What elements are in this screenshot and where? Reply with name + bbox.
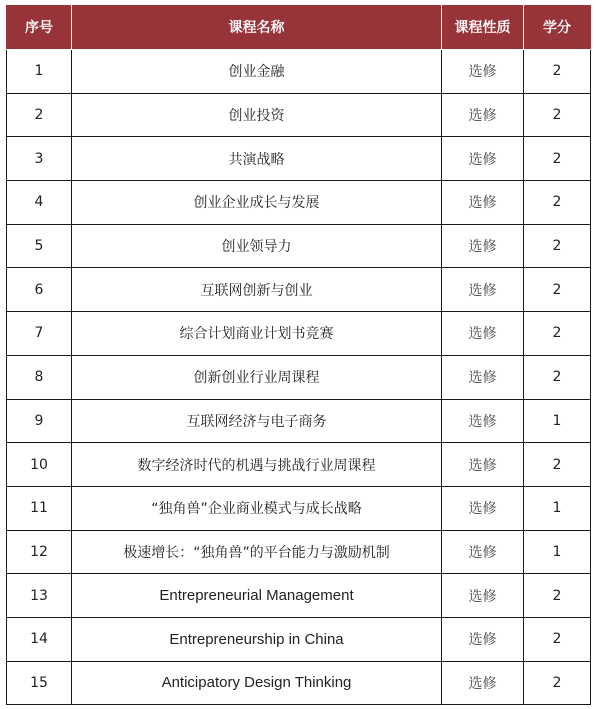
header-name: 课程名称	[72, 5, 442, 50]
table-body	[7, 50, 591, 705]
table-header-row	[7, 5, 591, 50]
course-name: 互联网创新与创业	[72, 268, 442, 312]
table-row	[7, 181, 591, 225]
course-table-container	[6, 5, 590, 705]
course-type: 选修	[442, 93, 524, 137]
course-type: 选修	[442, 312, 524, 356]
row-number: 8	[7, 355, 72, 399]
table-row	[7, 50, 591, 94]
table-row	[7, 137, 591, 181]
course-name: 数字经济时代的机遇与挑战行业周课程	[72, 443, 442, 487]
course-name: 极速增长：“独角兽”的平台能力与激励机制	[72, 530, 442, 574]
course-type: 选修	[442, 268, 524, 312]
course-type: 选修	[442, 181, 524, 225]
course-type: 选修	[442, 443, 524, 487]
table-row	[7, 224, 591, 268]
course-type: 选修	[442, 486, 524, 530]
course-name: 共演战略	[72, 137, 442, 181]
course-credit: 2	[524, 181, 591, 225]
row-number: 15	[7, 661, 72, 705]
header-credit: 学分	[524, 5, 591, 50]
course-credit: 2	[524, 50, 591, 94]
table-row	[7, 268, 591, 312]
table-row	[7, 486, 591, 530]
header-type: 课程性质	[442, 5, 524, 50]
course-name: Anticipatory Design Thinking	[72, 661, 442, 705]
row-number: 4	[7, 181, 72, 225]
table-row	[7, 355, 591, 399]
course-credit: 2	[524, 137, 591, 181]
course-type: 选修	[442, 574, 524, 618]
row-number: 7	[7, 312, 72, 356]
row-number: 12	[7, 530, 72, 574]
table-row	[7, 312, 591, 356]
course-name: 综合计划商业计划书竞赛	[72, 312, 442, 356]
course-credit: 2	[524, 312, 591, 356]
course-type: 选修	[442, 137, 524, 181]
course-name: 创新创业行业周课程	[72, 355, 442, 399]
course-name: 互联网经济与电子商务	[72, 399, 442, 443]
course-credit: 2	[524, 268, 591, 312]
table-row	[7, 574, 591, 618]
course-name: Entrepreneurship in China	[72, 617, 442, 661]
course-name: 创业投资	[72, 93, 442, 137]
table-row	[7, 93, 591, 137]
row-number: 14	[7, 617, 72, 661]
course-name: 创业企业成长与发展	[72, 181, 442, 225]
course-type: 选修	[442, 530, 524, 574]
table-row	[7, 617, 591, 661]
course-name: Entrepreneurial Management	[72, 574, 442, 618]
course-credit: 2	[524, 224, 591, 268]
table-row	[7, 443, 591, 487]
row-number: 13	[7, 574, 72, 618]
course-credit: 2	[524, 661, 591, 705]
row-number: 9	[7, 399, 72, 443]
row-number: 6	[7, 268, 72, 312]
course-credit: 2	[524, 443, 591, 487]
course-type: 选修	[442, 399, 524, 443]
course-table	[6, 5, 591, 705]
row-number: 11	[7, 486, 72, 530]
course-credit: 2	[524, 574, 591, 618]
table-row	[7, 530, 591, 574]
course-type: 选修	[442, 50, 524, 94]
header-no: 序号	[7, 5, 72, 50]
course-credit: 2	[524, 93, 591, 137]
course-credit: 2	[524, 617, 591, 661]
course-type: 选修	[442, 661, 524, 705]
row-number: 2	[7, 93, 72, 137]
row-number: 5	[7, 224, 72, 268]
course-name: 创业金融	[72, 50, 442, 94]
row-number: 3	[7, 137, 72, 181]
course-credit: 1	[524, 486, 591, 530]
table-row	[7, 661, 591, 705]
course-credit: 1	[524, 399, 591, 443]
table-row	[7, 399, 591, 443]
course-credit: 2	[524, 355, 591, 399]
course-type: 选修	[442, 224, 524, 268]
row-number: 10	[7, 443, 72, 487]
row-number: 1	[7, 50, 72, 94]
course-credit: 1	[524, 530, 591, 574]
course-name: 创业领导力	[72, 224, 442, 268]
course-type: 选修	[442, 617, 524, 661]
course-name: “独角兽”企业商业模式与成长战略	[72, 486, 442, 530]
course-type: 选修	[442, 355, 524, 399]
